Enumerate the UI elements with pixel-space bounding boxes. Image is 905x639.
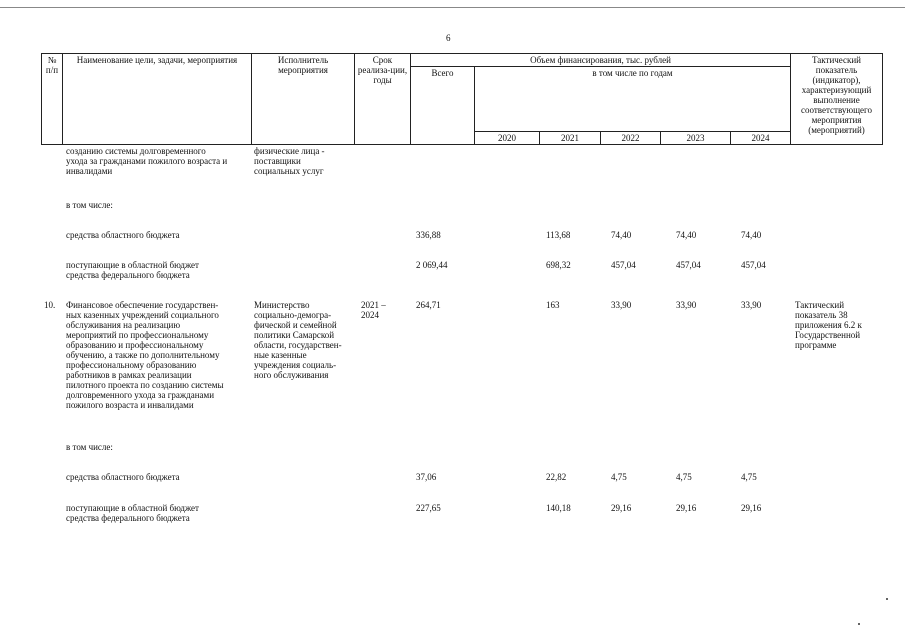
scan-speck xyxy=(858,623,860,625)
block1-executor-line: поставщики xyxy=(254,156,301,166)
header-by-year: в том числе по годам xyxy=(475,67,791,132)
block1-regional-2022: 74,40 xyxy=(611,230,632,240)
row10-indicator-line: показатель 38 xyxy=(795,310,848,320)
block1-regional-2021: 113,68 xyxy=(546,230,571,240)
block1-name-line: ухода за гражданами пожилого возраста и xyxy=(66,156,228,166)
row10-regional-2024: 4,75 xyxy=(741,472,757,482)
row10-indicator-line: приложения 6.2 к xyxy=(795,320,862,330)
row10-name-line: профессиональному образованию xyxy=(66,360,197,370)
row10-federal-2023: 29,16 xyxy=(676,503,697,513)
row10-including-label: в том числе: xyxy=(66,442,113,452)
row10-name-line: долговременного ухода за гражданами xyxy=(66,390,215,400)
row10-indicator-line: Тактический xyxy=(795,300,845,310)
row10-executor-line: ные казенные xyxy=(254,350,307,360)
row10-indicator-line: Государственной xyxy=(795,330,861,340)
row10-executor-line: учреждения социаль- xyxy=(254,360,337,370)
row10-name-line: ных казенных учреждений социального xyxy=(66,310,219,320)
header-year-2024: 2024 xyxy=(731,132,791,145)
block1-federal-2021: 698,32 xyxy=(546,260,571,270)
header-no: № п/п xyxy=(42,54,63,145)
block1-federal-label: поступающие в областной бюджет xyxy=(66,260,199,270)
block1-federal-2023: 457,04 xyxy=(676,260,701,270)
row10-regional-label: средства областного бюджета xyxy=(66,472,180,482)
block1-executor-line: физические лица - xyxy=(254,146,325,156)
row10-name-line: Финансовое обеспечение государствен- xyxy=(66,300,219,310)
row10-regional-2023: 4,75 xyxy=(676,472,692,482)
row10-executor-line: фической и семейной xyxy=(254,320,337,330)
row10-2024: 33,90 xyxy=(741,300,762,310)
block1-executor-line: социальных услуг xyxy=(254,166,324,176)
header-executor: Исполнитель мероприятия xyxy=(252,54,355,145)
row10-2023: 33,90 xyxy=(676,300,697,310)
row10-name-line: мероприятий по профессиональному xyxy=(66,330,209,340)
block1-federal-label: средства федерального бюджета xyxy=(66,270,190,280)
row10-executor-line: ного обслуживания xyxy=(254,370,329,380)
row10-term: 2021 – xyxy=(361,300,386,310)
header-year-2020: 2020 xyxy=(475,132,540,145)
row10-number: 10. xyxy=(44,300,56,310)
row10-name-line: пожилого возраста и инвалидами xyxy=(66,400,194,410)
block1-regional-label: средства областного бюджета xyxy=(66,230,180,240)
block1-including-label: в том числе: xyxy=(66,200,113,210)
header-name: Наименование цели, задачи, мероприятия xyxy=(63,54,252,145)
header-year-2021: 2021 xyxy=(540,132,601,145)
block1-regional-2024: 74,40 xyxy=(741,230,762,240)
header-year-2023: 2023 xyxy=(661,132,731,145)
header-term: Срок реализа-ции, годы xyxy=(355,54,411,145)
row10-federal-2022: 29,16 xyxy=(611,503,632,513)
row10-executor-line: области, государствен- xyxy=(254,340,342,350)
row10-2021: 163 xyxy=(546,300,560,310)
block1-name-line: инвалидами xyxy=(66,166,113,176)
row10-federal-total: 227,65 xyxy=(416,503,441,513)
header-year-2022: 2022 xyxy=(601,132,661,145)
row10-term: 2024 xyxy=(361,310,379,320)
row10-indicator-line: программе xyxy=(795,340,837,350)
row10-federal-label: поступающие в областной бюджет xyxy=(66,503,199,513)
row10-name-line: образованию и профессиональному xyxy=(66,340,204,350)
row10-executor-line: Министерство xyxy=(254,300,310,310)
header-indicator: Тактический показатель (индикатор), характеризующий выполнение соответствующего мероприятия (мероприятий) xyxy=(791,54,883,145)
row10-executor-line: социально-демогра- xyxy=(254,310,332,320)
row10-2022: 33,90 xyxy=(611,300,632,310)
row10-name-line: обслуживания на реализацию xyxy=(66,320,181,330)
row10-name-line: работников в рамках реализации xyxy=(66,370,192,380)
row10-regional-total: 37,06 xyxy=(416,472,437,482)
block1-federal-2022: 457,04 xyxy=(611,260,636,270)
page-number: 6 xyxy=(446,33,451,43)
row10-name-line: пилотного проекта по созданию системы xyxy=(66,380,224,390)
row10-federal-2024: 29,16 xyxy=(741,503,762,513)
block1-name-line: созданию системы долговременного xyxy=(66,146,206,156)
scan-speck xyxy=(886,598,888,600)
row10-name-line: обучению, а также по дополнительному xyxy=(66,350,220,360)
block1-federal-2024: 457,04 xyxy=(741,260,766,270)
header-financing: Объем финансирования, тыс. рублей xyxy=(411,54,791,67)
header-total: Всего xyxy=(411,67,475,145)
block1-regional-2023: 74,40 xyxy=(676,230,697,240)
block1-regional-total: 336,88 xyxy=(416,230,441,240)
row10-regional-2021: 22,82 xyxy=(546,472,567,482)
top-border-line xyxy=(0,7,905,8)
row10-executor-line: политики Самарской xyxy=(254,330,335,340)
row10-federal-2021: 140,18 xyxy=(546,503,571,513)
row10-total: 264,71 xyxy=(416,300,441,310)
row10-federal-label: средства федерального бюджета xyxy=(66,513,190,523)
table-header xyxy=(41,53,883,145)
block1-federal-total: 2 069,44 xyxy=(416,260,448,270)
row10-regional-2022: 4,75 xyxy=(611,472,627,482)
